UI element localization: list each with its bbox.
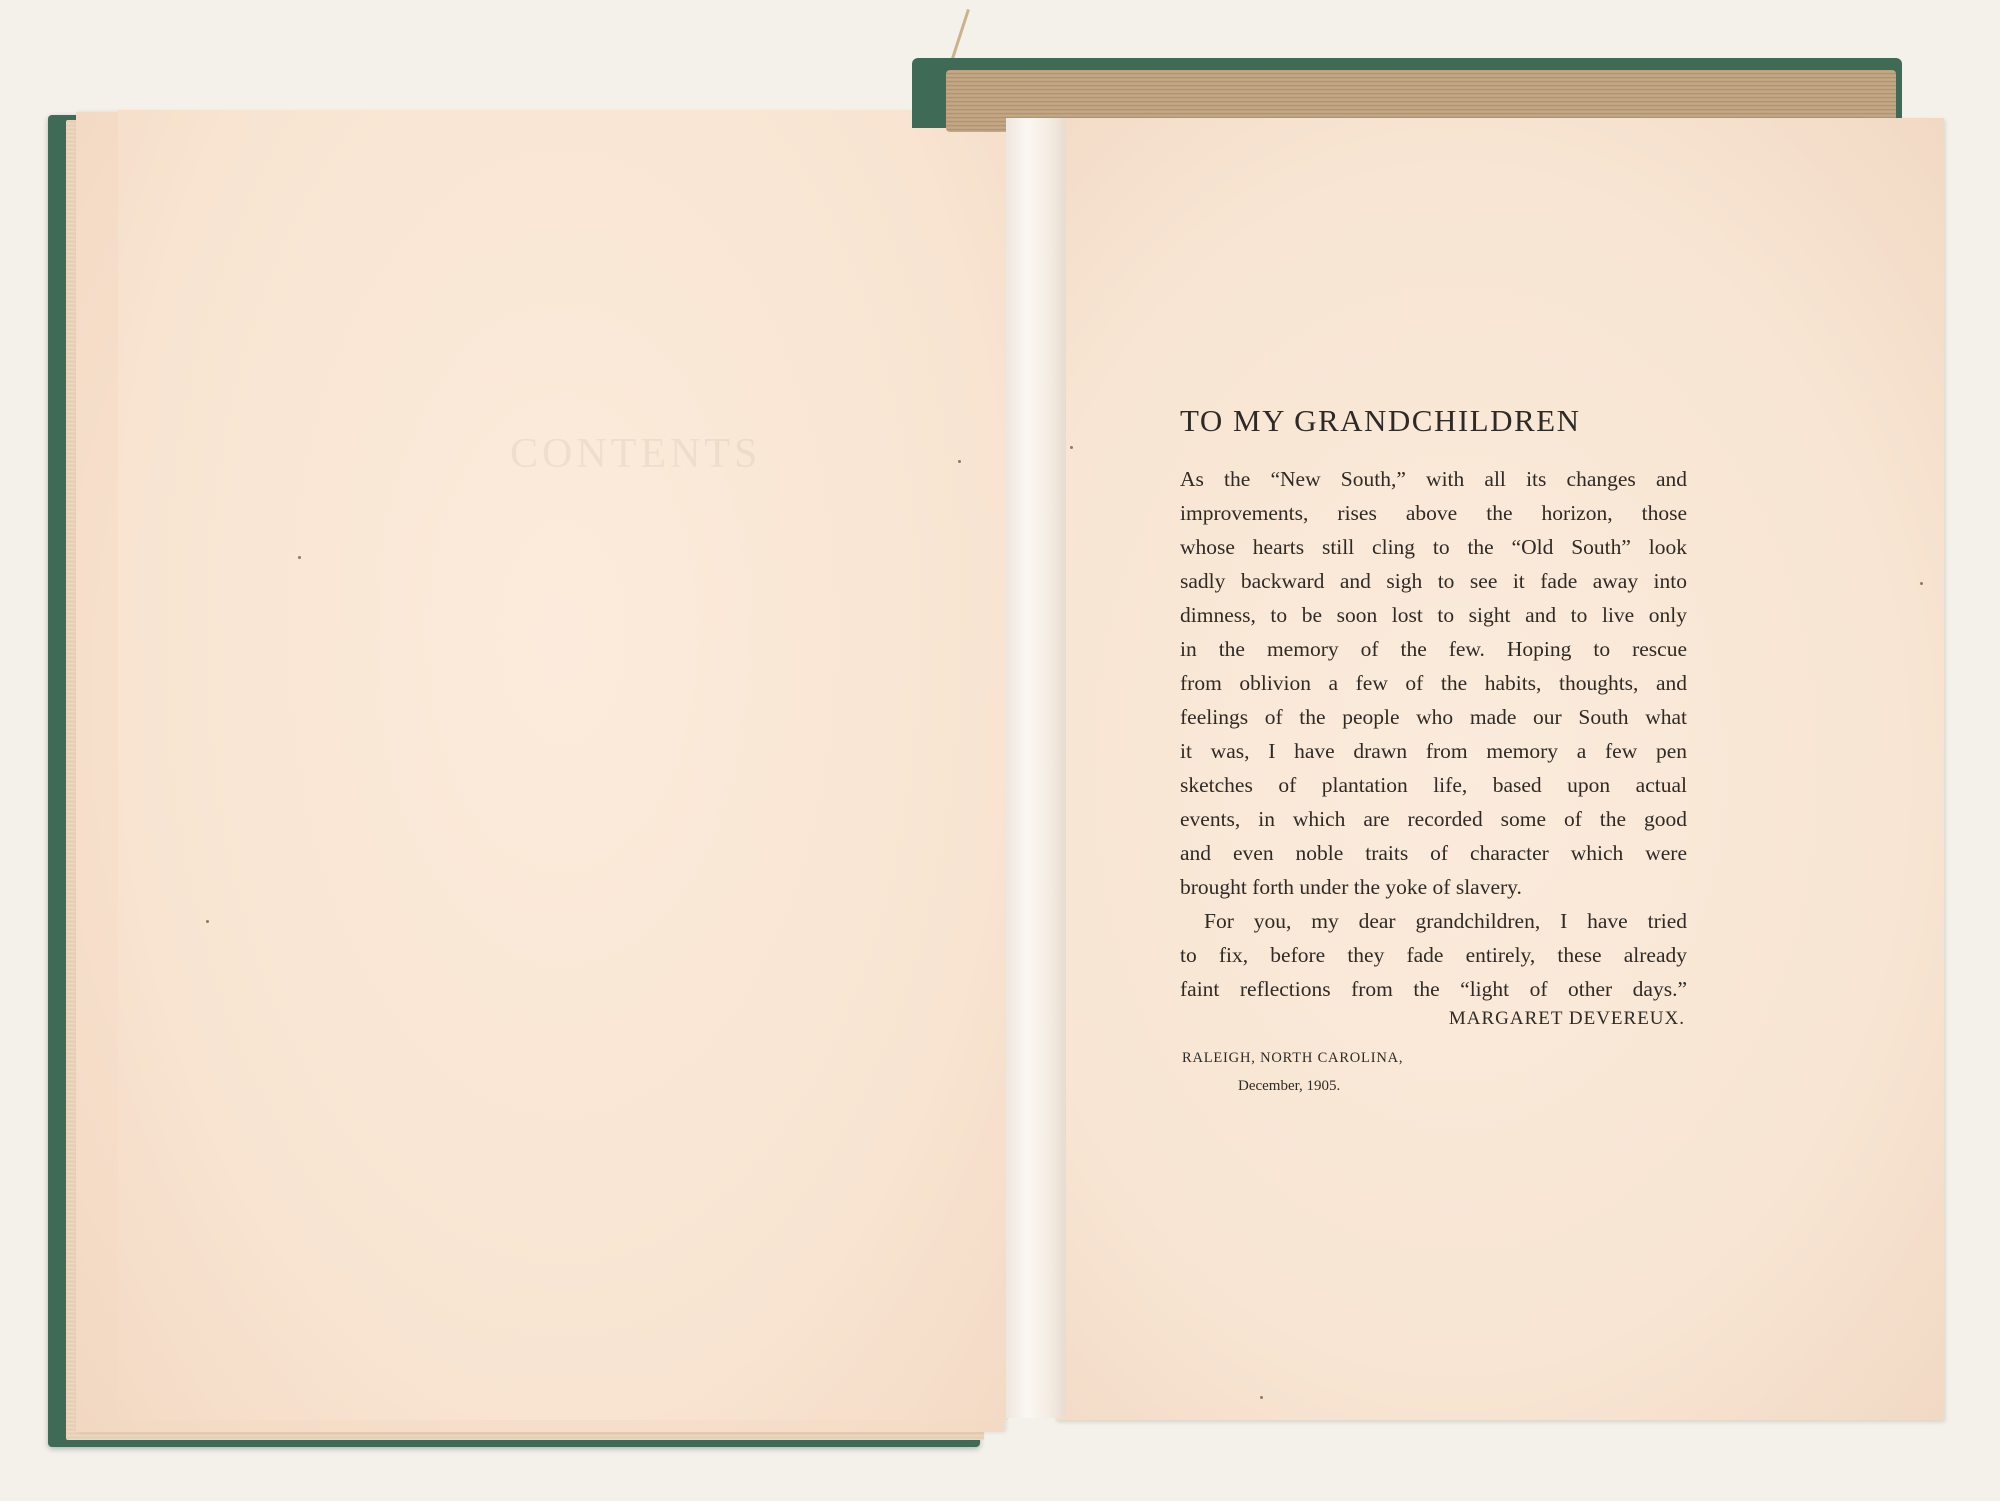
dedication-line: sketches of plantation life, based upon actual bbox=[1180, 773, 1687, 797]
dedication-line: brought forth under the yoke of slavery. bbox=[1180, 875, 1522, 899]
dedication-line: For you, my dear grandchildren, I have tried bbox=[1204, 909, 1687, 933]
place-line: RALEIGH, NORTH CAROLINA, bbox=[1182, 1050, 1404, 1066]
show-through-heading: CONTENTS bbox=[510, 431, 762, 477]
dedication-line: dimness, to be soon lost to sight and to live only bbox=[1180, 603, 1687, 627]
dedication-title: TO MY GRANDCHILDREN bbox=[1180, 403, 1581, 438]
dedication-line: feelings of the people who made our South what bbox=[1180, 705, 1687, 729]
dedication-line: whose hearts still cling to the “Old South” look bbox=[1180, 535, 1687, 559]
paper-speck bbox=[298, 556, 301, 559]
dedication-line: it was, I have drawn from memory a few pen bbox=[1180, 739, 1687, 763]
left-page-surface bbox=[118, 110, 1008, 1420]
dedication-line: in the memory of the few. Hoping to rescue bbox=[1180, 637, 1687, 661]
paper-speck bbox=[1920, 582, 1923, 585]
dedication-line: improvements, rises above the horizon, those bbox=[1180, 501, 1687, 525]
date-line: December, 1905. bbox=[1238, 1078, 1341, 1094]
paper-speck bbox=[958, 460, 961, 463]
dedication-line: events, in which are recorded some of the good bbox=[1180, 807, 1687, 831]
dedication-line: from oblivion a few of the habits, thoughts, and bbox=[1180, 671, 1687, 695]
dedication-line: faint reflections from the “light of other days.” bbox=[1180, 977, 1687, 1001]
dedication-line: to fix, before they fade entirely, these already bbox=[1180, 943, 1687, 967]
book-gutter bbox=[1006, 118, 1066, 1418]
paper-speck bbox=[206, 920, 209, 923]
dedication-body bbox=[1180, 462, 1687, 1006]
paper-speck bbox=[1070, 446, 1073, 449]
author-signature: MARGARET DEVEREUX. bbox=[1448, 1008, 1685, 1029]
loose-thread bbox=[949, 9, 970, 65]
dedication-line: and even noble traits of character which were bbox=[1180, 841, 1687, 865]
dedication-line: sadly backward and sigh to see it fade away into bbox=[1180, 569, 1687, 593]
dedication-line: As the “New South,” with all its changes and bbox=[1180, 467, 1687, 491]
paper-speck bbox=[1260, 1396, 1263, 1399]
